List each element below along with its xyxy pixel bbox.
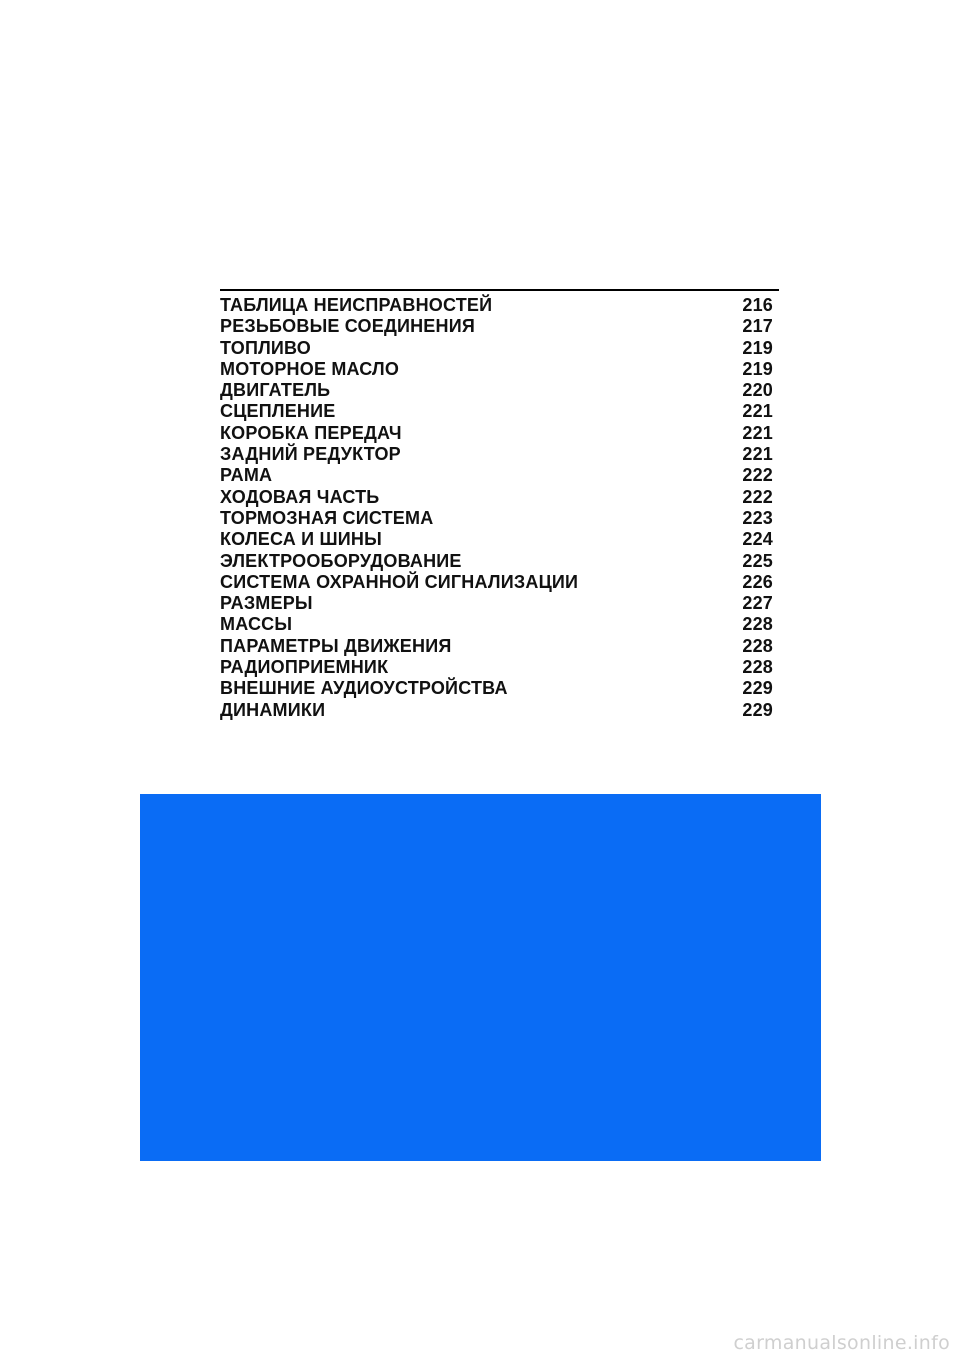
toc-entry-page: 229 <box>742 699 773 720</box>
toc-entry-page: 228 <box>742 614 773 635</box>
toc-entry-title: РАЗМЕРЫ <box>220 593 313 614</box>
toc-entry[interactable] <box>220 444 779 465</box>
toc-entry[interactable] <box>220 678 779 699</box>
toc-entry[interactable] <box>220 657 779 678</box>
toc-entry-page: 229 <box>742 678 773 699</box>
toc-entry[interactable] <box>220 380 779 401</box>
toc-entry-title: РАДИОПРИЕМНИК <box>220 657 389 678</box>
toc-entry-page: 221 <box>742 444 773 465</box>
toc-entry-page: 221 <box>742 401 773 422</box>
toc-entry-page: 225 <box>742 550 773 571</box>
toc-entry-page: 223 <box>742 507 773 528</box>
toc-entry[interactable] <box>220 572 779 593</box>
toc-entry-title: ЗАДНИЙ РЕДУКТОР <box>220 444 401 465</box>
watermark: carmanualsonline.info <box>733 1332 950 1354</box>
toc-entry-page: 228 <box>742 657 773 678</box>
toc-entry[interactable] <box>220 401 779 422</box>
toc-entry[interactable] <box>220 529 779 550</box>
toc-entry[interactable] <box>220 487 779 508</box>
toc-entry-page: 220 <box>742 380 773 401</box>
toc-entry-title: ДИНАМИКИ <box>220 699 326 720</box>
toc-entry[interactable] <box>220 465 779 486</box>
blue-panel <box>140 794 821 1161</box>
toc-entry[interactable] <box>220 316 779 337</box>
toc-entry-page: 228 <box>742 635 773 656</box>
table-of-contents <box>220 289 779 721</box>
toc-entry-title: МАССЫ <box>220 614 293 635</box>
toc-entry[interactable] <box>220 359 779 380</box>
toc-entry-title: КОЛЕСА И ШИНЫ <box>220 529 382 550</box>
toc-entry[interactable] <box>220 338 779 359</box>
toc-entry-title: ДВИГАТЕЛЬ <box>220 380 331 401</box>
toc-entry-page: 217 <box>742 316 773 337</box>
toc-entry[interactable] <box>220 636 779 657</box>
toc-entry[interactable] <box>220 593 779 614</box>
toc-entry-page: 224 <box>742 529 773 550</box>
toc-entry-title: МОТОРНОЕ МАСЛО <box>220 358 400 379</box>
toc-entry-page: 221 <box>742 422 773 443</box>
toc-entry-page: 216 <box>742 295 773 315</box>
toc-entry-title: ТАБЛИЦА НЕИСПРАВНОСТЕЙ <box>220 295 493 315</box>
toc-entry-page: 227 <box>742 593 773 614</box>
toc-entry-title: ХОДОВАЯ ЧАСТЬ <box>220 486 380 507</box>
toc-entry-page: 219 <box>742 337 773 358</box>
toc-entry-title: ТОРМОЗНАЯ СИСТЕМА <box>220 507 434 528</box>
toc-entry-page: 222 <box>742 486 773 507</box>
toc-entry[interactable] <box>220 508 779 529</box>
toc-entry-title: РАМА <box>220 465 273 486</box>
toc-entry[interactable] <box>220 295 779 316</box>
toc-entry-page: 226 <box>742 571 773 592</box>
toc-entry[interactable] <box>220 614 779 635</box>
toc-entry-title: ЭЛЕКТРООБОРУДОВАНИЕ <box>220 550 462 571</box>
toc-entry-title: ВНЕШНИЕ АУДИОУСТРОЙСТВА <box>220 678 508 699</box>
toc-entry[interactable] <box>220 700 779 721</box>
toc-entry-page: 222 <box>742 465 773 486</box>
toc-entry-title: СЦЕПЛЕНИЕ <box>220 401 336 422</box>
toc-entry-title: СИСТЕМА ОХРАННОЙ СИГНАЛИЗАЦИИ <box>220 571 579 592</box>
toc-entry[interactable] <box>220 551 779 572</box>
toc-entry-title: РЕЗЬБОВЫЕ СОЕДИНЕНИЯ <box>220 316 475 337</box>
toc-entry-page: 219 <box>742 358 773 379</box>
toc-entry-title: ПАРАМЕТРЫ ДВИЖЕНИЯ <box>220 635 452 656</box>
toc-entry-title: КОРОБКА ПЕРЕДАЧ <box>220 422 402 443</box>
toc-entry[interactable] <box>220 423 779 444</box>
toc-entry-title: ТОПЛИВО <box>220 337 312 358</box>
